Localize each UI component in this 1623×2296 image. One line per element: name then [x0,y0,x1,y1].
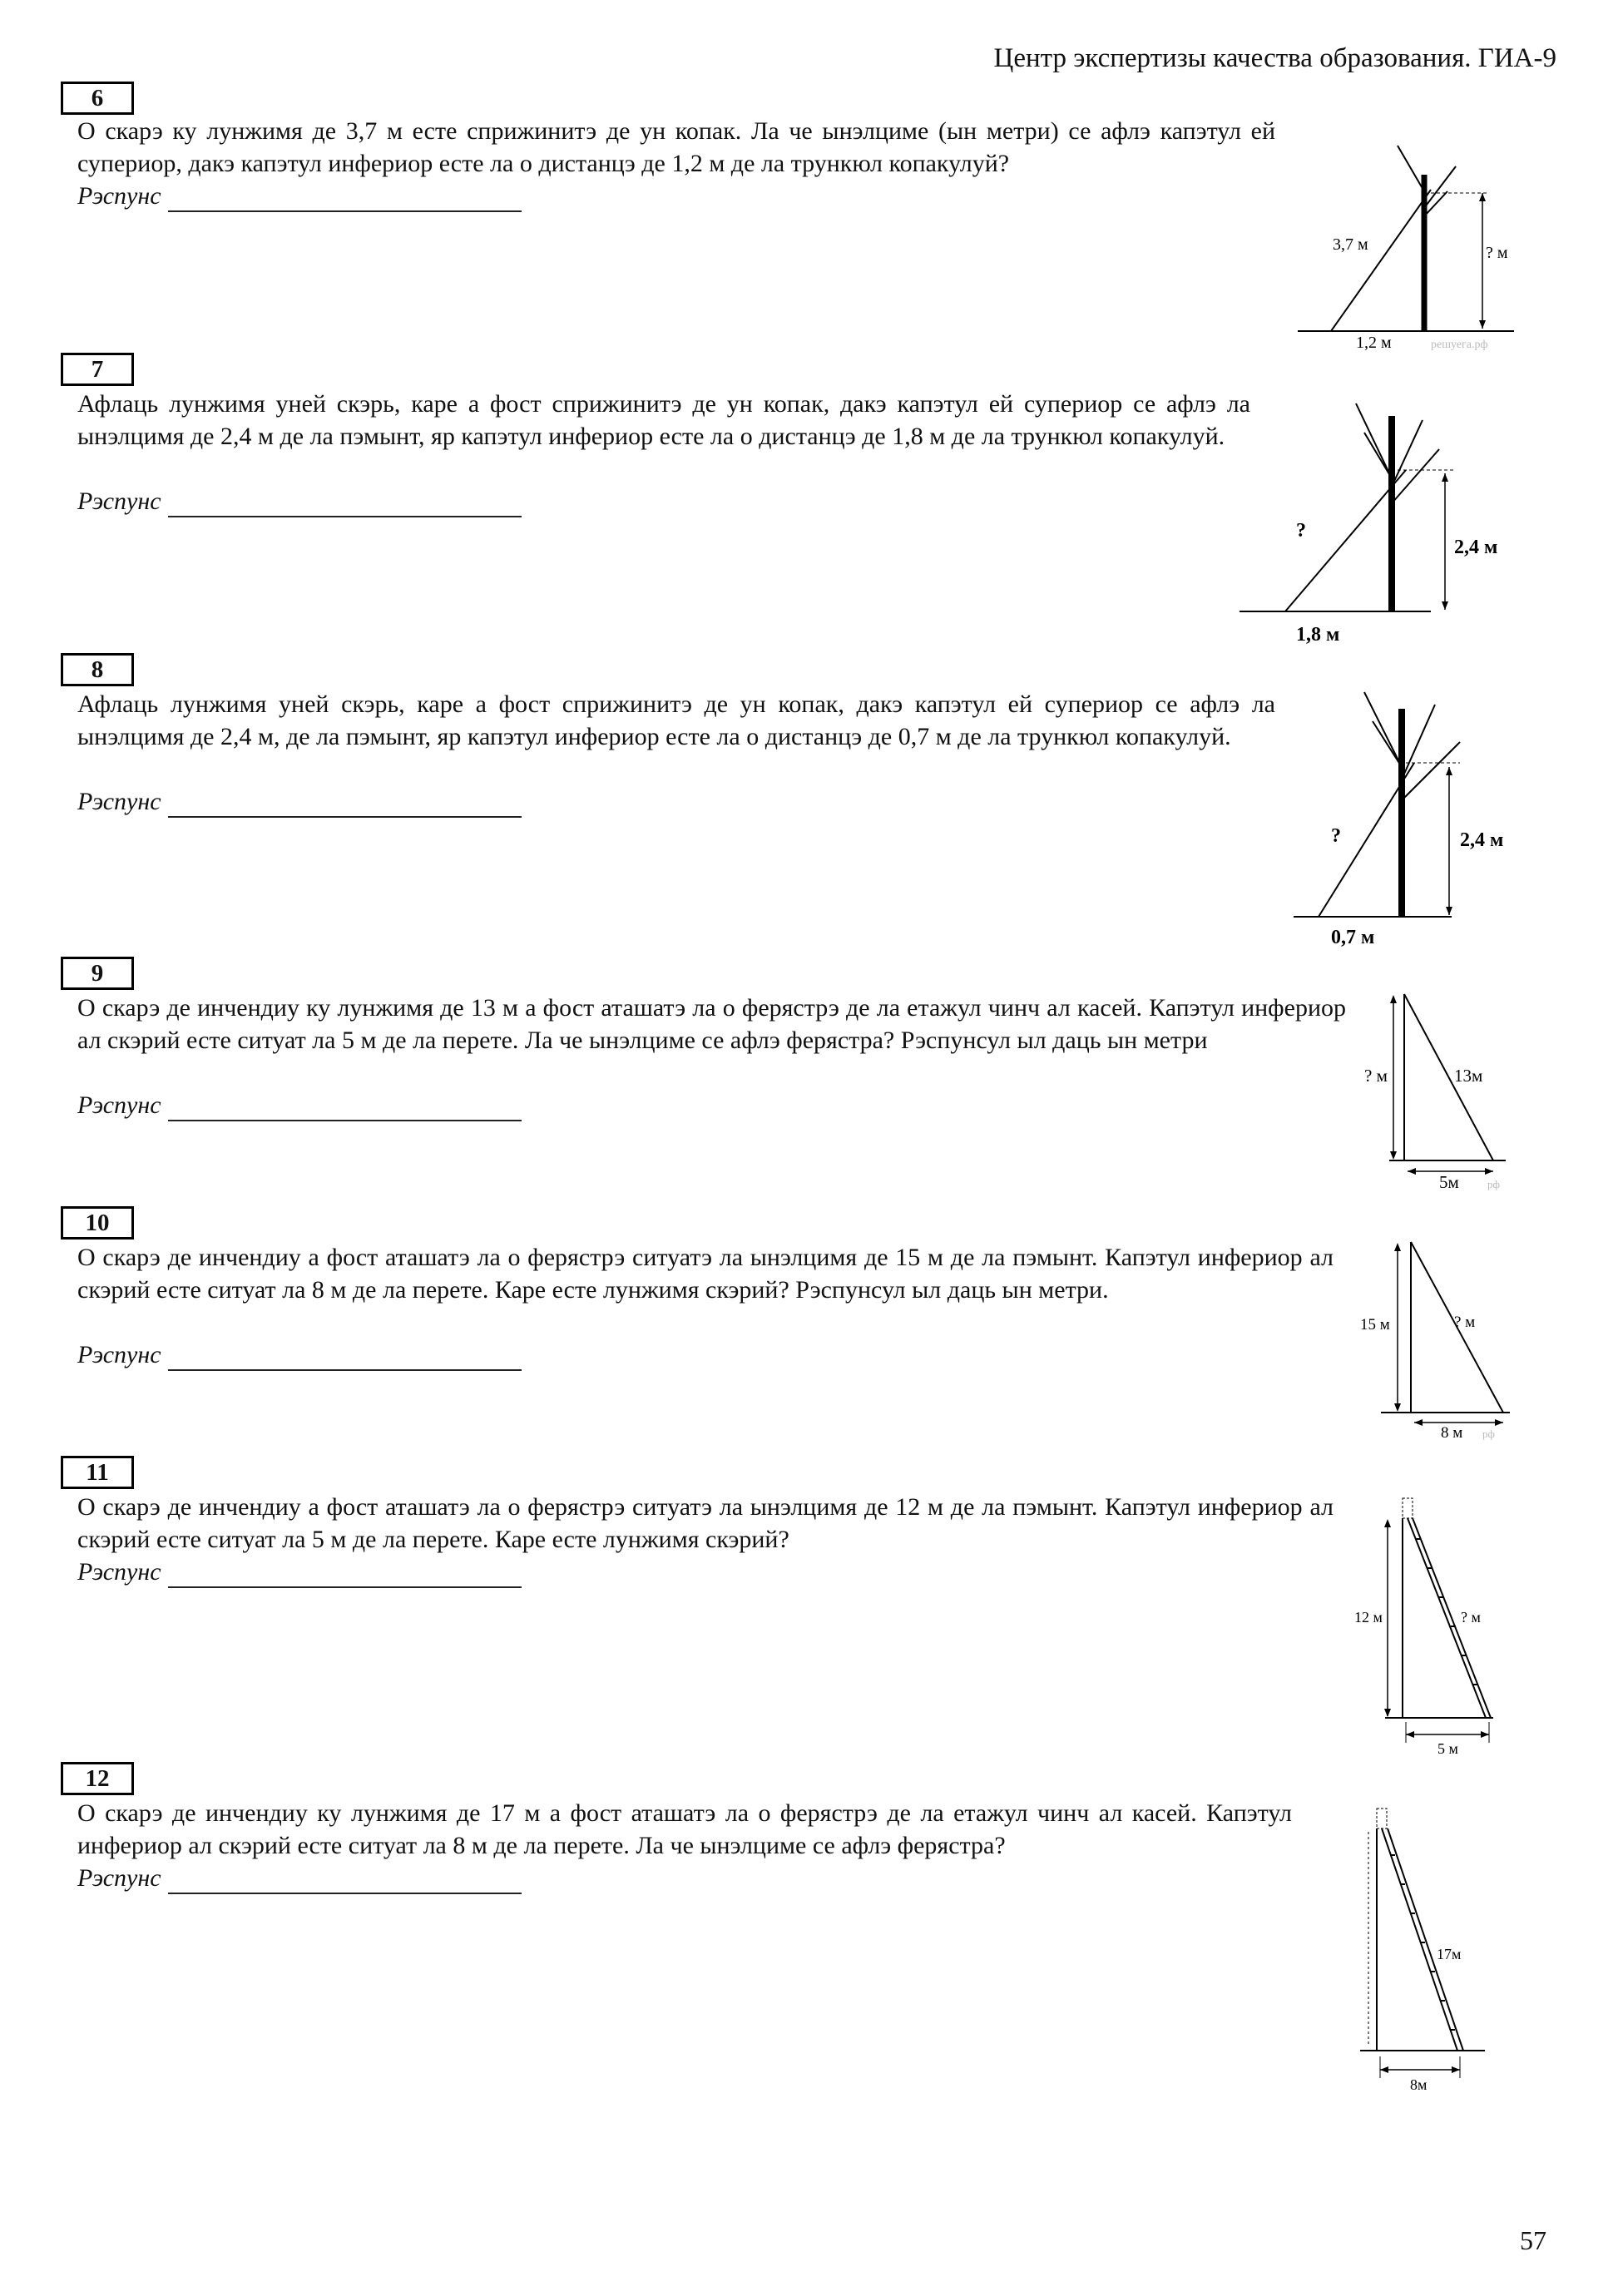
answer-label: Рэспунс [77,182,161,210]
answer-line[interactable] [168,1871,522,1894]
task-number: 12 [61,1762,134,1795]
base-label: 5 м [1437,1740,1458,1757]
watermark: рф [1482,1428,1495,1440]
base-label: 0,7 м [1331,927,1375,948]
task-number: 9 [61,957,134,990]
base-label: 8 м [1441,1424,1463,1442]
height-label: 15 м [1360,1316,1390,1334]
height-label: 2,4 м [1460,829,1504,851]
answer-field[interactable] [77,180,522,212]
answer-line[interactable] [168,1565,522,1588]
slope-label: ? [1331,825,1341,847]
task-number: 8 [61,653,134,686]
height-label: 12 м [1354,1609,1383,1626]
watermark: решуега.рф [1431,339,1488,351]
task-text: О скарэ де инчендиу ку лунжимя де 13 м а фост аташатэ ла о ферястрэ де ла етажул чинч ал касей. Капэтул инфериор ал скэрий есте ситуат ла 5 м де ла перете. Ла че ынэлциме се афлэ ферястра? Рэспунсул ыл даць ын метри [77,994,1346,1054]
answer-label: Рэспунс [77,1864,161,1892]
task-text: О скарэ де инчендиу а фост аташатэ ла о ферястрэ ситуатэ ла ынэлцимя де 12 м де ла пэмынт. Капэтул инфериор ал скэрий есте ситуат ла 5 м де ла перете. Каре есте лунжимя скэрий? [77,1493,1334,1553]
task-number: 6 [61,82,134,115]
task-number: 11 [61,1456,134,1489]
slope-label: ? [1296,520,1306,542]
task-text: Афлаць лунжимя уней скэрь, каре а фост сприжинитэ де ун копак, дакэ капэтул ей супериор се афлэ ла ынэлцимя де 2,4 м, де ла пэмынт, яр капэтул инфериор есте ла о дистанцэ де 0,7 м де ла трункюл копакулуй. [77,690,1275,750]
answer-label: Рэспунс [77,1091,161,1119]
answer-field[interactable] [77,785,522,818]
task-number: 10 [61,1206,134,1240]
answer-line[interactable] [168,794,522,818]
slope-label: ? м [1461,1609,1481,1626]
height-label: 2,4 м [1454,537,1498,558]
answer-line[interactable] [168,189,522,212]
page-number: 57 [1520,2225,1546,2255]
slope-label: ? м [1454,1314,1476,1331]
answer-line[interactable] [168,494,522,517]
height-label: ? м [1486,244,1508,262]
answer-line[interactable] [168,1348,522,1371]
task-text: О скарэ ку лунжимя де 3,7 м есте сприжинитэ де ун копак. Ла че ынэлциме (ын метри) се афлэ капэтул ей супериор, дакэ капэтул инфериор есте ла о дистанцэ де 1,2 м де ла трункюл копакулуй? [77,117,1275,177]
figure-ladder-wall-12 [1343,1797,1535,2113]
page-header: Центр экспертизы качества образования. ГИА-9 [993,43,1556,73]
base-label: 1,8 м [1296,624,1340,646]
task-number: 7 [61,353,134,386]
figure-ladder-wall-11 [1348,1493,1539,1768]
figure-tree-ladder-7 [1240,387,1522,653]
figure-tree-ladder-6 [1298,141,1531,352]
watermark: рф [1487,1178,1500,1190]
slope-label: 13м [1454,1066,1483,1086]
figure-ladder-wall-10 [1356,1238,1547,1446]
task-text: О скарэ де инчендиу ку лунжимя де 17 м а фост аташатэ ла о ферястрэ де ла етажул чинч ал касей. Капэтул инфериор ал скэрий есте ситуат ла 8 м де ла перете. Ла че ынэлциме се афлэ ферястра? [77,1799,1292,1859]
figure-ladder-wall-9 [1364,990,1539,1198]
answer-field[interactable] [77,1339,522,1371]
answer-field[interactable] [77,1862,522,1894]
base-label: 1,2 м [1356,334,1392,352]
answer-label: Рэспунс [77,1558,161,1586]
slope-label: 3,7 м [1333,235,1368,254]
answer-field[interactable] [77,1089,522,1121]
base-label: 5м [1439,1172,1459,1192]
task-text: О скарэ де инчендиу а фост аташатэ ла о ферястрэ ситуатэ ла ынэлцимя де 15 м де ла пэмынт. Капэтул инфериор ал скэрий есте ситуат ла 8 м де ла перете. Каре есте лунжимя скэрий? Рэспунсул ыл даць ын метри. [77,1244,1334,1304]
task-text: Афлаць лунжимя уней скэрь, каре а фост сприжинитэ де ун копак, дакэ капэтул ей супериор се афлэ ла ынэлцимя де 2,4 м де ла пэмынт, яр капэтул инфериор есте ла о дистанцэ де 1,8 м де ла трункюл копакулуй. [77,390,1250,450]
answer-line[interactable] [168,1098,522,1121]
answer-field[interactable] [77,1556,522,1588]
height-label: ? м [1364,1066,1388,1086]
slope-label: 17м [1437,1946,1462,1962]
answer-label: Рэспунс [77,1341,161,1368]
base-label: 8м [1410,2076,1428,2093]
answer-field[interactable] [77,485,522,517]
answer-label: Рэспунс [77,788,161,815]
answer-label: Рэспунс [77,487,161,515]
figure-tree-ladder-8 [1294,684,1543,950]
